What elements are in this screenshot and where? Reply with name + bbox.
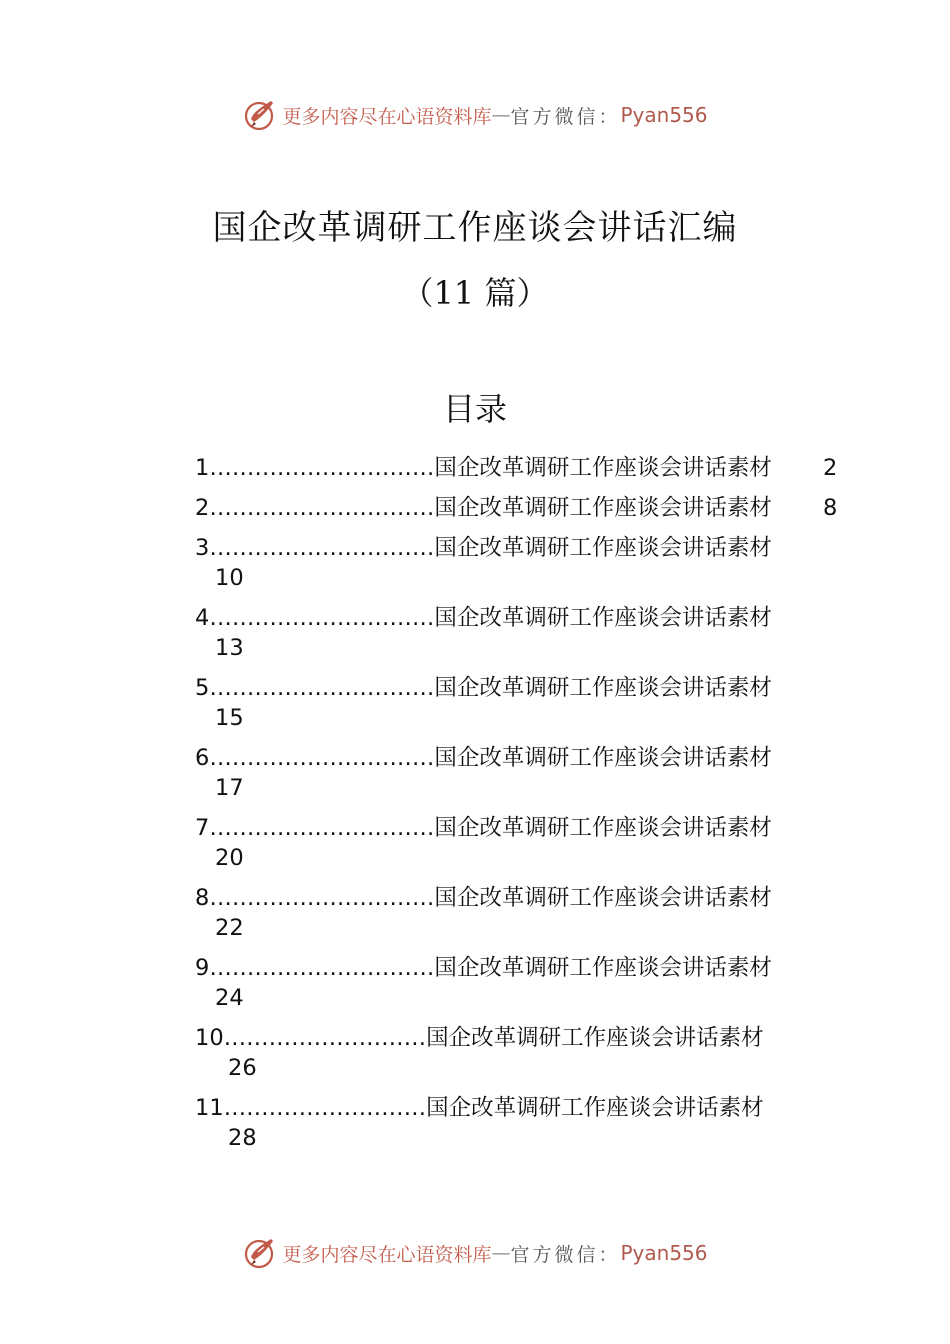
toc-entry-number: 1 xyxy=(195,455,210,481)
toc-entry[interactable] xyxy=(195,493,855,533)
toc-entry-title: 国企改革调研工作座谈会讲话素材 xyxy=(434,535,772,561)
toc-entry-title: 国企改革调研工作座谈会讲话素材 xyxy=(434,885,772,911)
toc-page-number: 26 xyxy=(228,1055,257,1081)
header-banner xyxy=(0,95,950,135)
toc-leader-dots: ……………………… xyxy=(223,1095,427,1121)
toc-leader-dots: ………………………… xyxy=(209,495,435,521)
toc-entry-title: 国企改革调研工作座谈会讲话素材 xyxy=(434,955,772,981)
pen-nib-logo-icon xyxy=(242,1235,278,1271)
toc-entry[interactable] xyxy=(195,1023,855,1093)
toc-page-number: 20 xyxy=(215,845,244,871)
toc-leader-dots: ………………………… xyxy=(209,455,435,481)
toc-page-number: 24 xyxy=(215,985,244,1011)
toc-page-number: 22 xyxy=(215,915,244,941)
toc-entry-title: 国企改革调研工作座谈会讲话素材 xyxy=(426,1025,764,1051)
toc-entry[interactable] xyxy=(195,453,855,493)
toc-entry-number: 3 xyxy=(195,535,210,561)
wechat-id: Pyan556 xyxy=(620,103,708,127)
toc-entry-title: 国企改革调研工作座谈会讲话素材 xyxy=(434,675,772,701)
brand-text: 更多内容尽在心语资料库 xyxy=(282,1243,492,1266)
toc-entry[interactable] xyxy=(195,533,855,603)
toc-page-number: 28 xyxy=(228,1125,257,1151)
toc-entry-number: 5 xyxy=(195,675,210,701)
toc-entry[interactable] xyxy=(195,673,855,743)
toc-leader-dots: ………………………… xyxy=(209,885,435,911)
toc-entry-title: 国企改革调研工作座谈会讲话素材 xyxy=(426,1095,764,1121)
toc-entry-number: 7 xyxy=(195,815,210,841)
toc-page-number: 10 xyxy=(215,565,244,591)
toc-entry-number: 10 xyxy=(195,1025,224,1051)
toc-entry-title: 国企改革调研工作座谈会讲话素材 xyxy=(434,605,772,631)
wechat-label: 官方微信： xyxy=(510,105,621,128)
toc-entry-title: 国企改革调研工作座谈会讲话素材 xyxy=(434,745,772,771)
toc-entry-number: 9 xyxy=(195,955,210,981)
toc-entry-number: 2 xyxy=(195,495,210,521)
toc-entry-title: 国企改革调研工作座谈会讲话素材 xyxy=(434,495,772,521)
toc-page-number: 13 xyxy=(215,635,244,661)
toc-entry[interactable] xyxy=(195,1093,855,1163)
document-subtitle: （11 篇） xyxy=(401,274,549,312)
toc-leader-dots: ………………………… xyxy=(209,535,435,561)
toc-leader-dots: ………………………… xyxy=(209,745,435,771)
toc-entry-number: 11 xyxy=(195,1095,224,1121)
document-title: 国企改革调研工作座谈会讲话汇编 xyxy=(212,208,738,248)
toc-page-number: 8 xyxy=(823,495,838,521)
pen-nib-logo-icon xyxy=(242,97,278,133)
wechat-label: 官方微信： xyxy=(510,1243,621,1266)
footer-banner xyxy=(0,1233,950,1273)
banner-dash: — xyxy=(491,1242,511,1264)
toc-leader-dots: ……………………… xyxy=(223,1025,427,1051)
brand-text: 更多内容尽在心语资料库 xyxy=(282,105,492,128)
toc-entry-number: 4 xyxy=(195,605,210,631)
toc-entry[interactable] xyxy=(195,953,855,1023)
toc-page-number: 17 xyxy=(215,775,244,801)
toc-leader-dots: ………………………… xyxy=(209,605,435,631)
toc-leader-dots: ………………………… xyxy=(209,675,435,701)
toc-page-number: 2 xyxy=(823,455,838,481)
toc-entry-title: 国企改革调研工作座谈会讲话素材 xyxy=(434,455,772,481)
toc-heading: 目录 xyxy=(442,390,507,428)
banner-dash: — xyxy=(491,104,511,126)
toc-page-number: 15 xyxy=(215,705,244,731)
toc-entry[interactable] xyxy=(195,603,855,673)
toc-leader-dots: ………………………… xyxy=(209,955,435,981)
toc-entry-number: 8 xyxy=(195,885,210,911)
toc-entry[interactable] xyxy=(195,883,855,953)
toc-entry[interactable] xyxy=(195,813,855,883)
wechat-id: Pyan556 xyxy=(620,1241,708,1265)
toc-entry-title: 国企改革调研工作座谈会讲话素材 xyxy=(434,815,772,841)
toc-leader-dots: ………………………… xyxy=(209,815,435,841)
table-of-contents xyxy=(195,453,855,1163)
toc-entry[interactable] xyxy=(195,743,855,813)
toc-entry-number: 6 xyxy=(195,745,210,771)
